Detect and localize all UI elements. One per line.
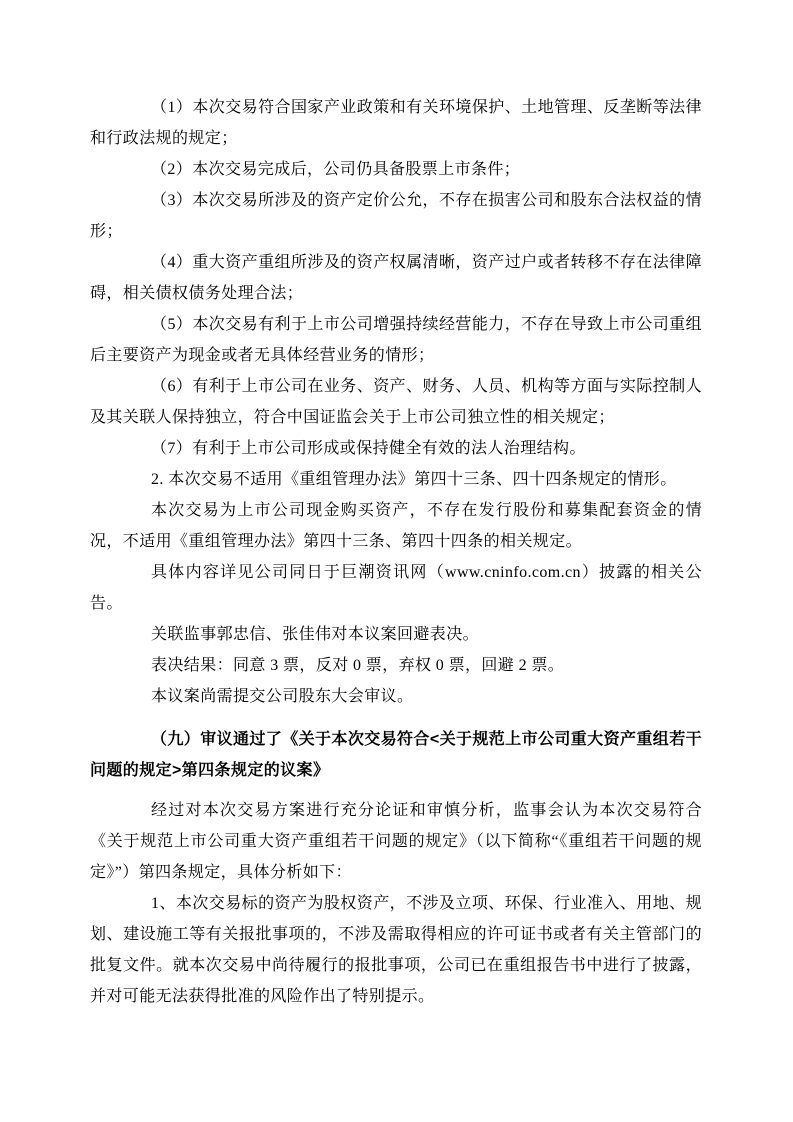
paragraph-shareholder-review: 本议案尚需提交公司股东大会审议。 (151, 688, 414, 705)
paragraph-item-1: （1）本次交易符合国家产业政策和有关环境保护、土地管理、反垄断等法律和行政法规的规定； (90, 99, 702, 147)
paragraph-item-2: （2）本次交易完成后，公司仍具备股票上市条件； (151, 161, 521, 178)
paragraph-item-4: （4）重大资产重组所涉及的资产权属清晰，资产过户或者转移不存在法律障碍，相关债权债务处理合法； (90, 254, 702, 302)
paragraph-recusal: 关联监事郭忠信、张佳伟对本议案回避表决。 (151, 626, 480, 643)
paragraph-item-5: （5）本次交易有利于上市公司增强持续经营能力，不存在导致上市公司重组后主要资产为现金或者无具体经营业务的情形； (90, 316, 702, 364)
document-body (90, 92, 702, 1012)
section-heading-9: （九）审议通过了《关于本次交易符合<关于规范上市公司重大资产重组若干问题的规定>第四条规定的议案》 (90, 731, 702, 779)
paragraph-analysis-item-1: 1、本次交易标的资产为股权资产，不涉及立项、环保、行业准入、用地、规划、建设施工等有关报批事项的，不涉及需取得相应的许可证书或者有关主管部门的批复文件。就本次交易中尚待履行的报批事项，公司已在重组报告书中进行了披露，并对可能无法获得批准的风险作出了特别提示。 (90, 895, 702, 1005)
paragraph-item-6: （6）有利于上市公司在业务、资产、财务、人员、机构等方面与实际控制人及其关联人保持独立，符合中国证监会关于上市公司独立性的相关规定； (90, 378, 702, 426)
paragraph-item-7: （7）有利于上市公司形成或保持健全有效的法人治理结构。 (151, 440, 586, 457)
paragraph-analysis-intro: 经过对本次交易方案进行充分论证和审慎分析，监事会认为本次交易符合《关于规范上市公司重大资产重组若干问题的规定》（以下简称“《重组若干问题的规定》”）第四条规定，具体分析如下： (90, 802, 702, 881)
paragraph-vote-result: 表决结果：同意 3 票，反对 0 票，弃权 0 票，回避 2 票。 (151, 657, 565, 674)
paragraph-clause-2: 2. 本次交易不适用《重组管理办法》第四十三条、四十四条规定的情形。 (151, 471, 677, 488)
paragraph-item-3: （3）本次交易所涉及的资产定价公允，不存在损害公司和股东合法权益的情形； (90, 192, 702, 240)
paragraph-clause-2-detail: 本次交易为上市公司现金购买资产，不存在发行股份和募集配套资金的情况，不适用《重组管理办法》第四十三条、第四十四条的相关规定。 (90, 502, 702, 550)
paragraph-disclosure: 具体内容详见公司同日于巨潮资讯网（www.cninfo.com.cn）披露的相关公告。 (90, 564, 702, 612)
